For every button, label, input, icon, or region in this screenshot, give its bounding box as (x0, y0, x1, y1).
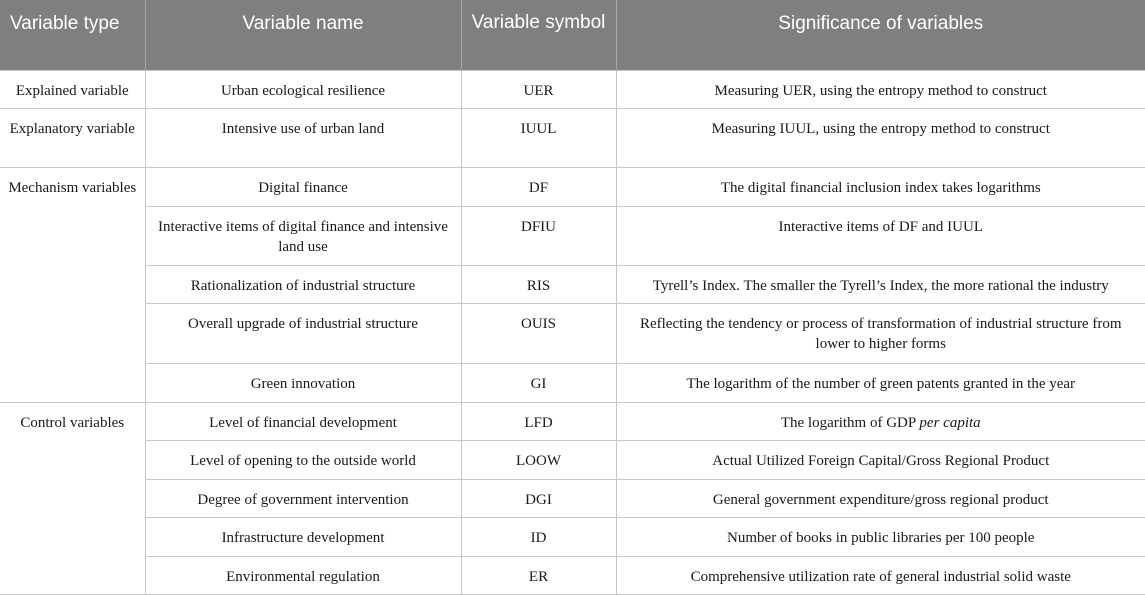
table-row (0, 402, 1145, 441)
variable-name-cell: Rationalization of industrial structure (145, 265, 461, 304)
variable-symbol-cell: DF (461, 168, 616, 207)
variable-symbol-cell: UER (461, 70, 616, 109)
significance-cell: Measuring IUUL, using the entropy method to construct (616, 109, 1145, 168)
variable-name-cell: Overall upgrade of industrial structure (145, 304, 461, 364)
significance-italic-text: per capita (919, 414, 981, 431)
variable-name-cell: Intensive use of urban land (145, 109, 461, 168)
group-explained: Explained variable (0, 70, 145, 109)
variable-name-cell: Green innovation (145, 364, 461, 403)
variable-symbol-cell: DGI (461, 479, 616, 518)
group-mechanism: Mechanism variables (0, 168, 145, 403)
variable-name-cell: Digital finance (145, 168, 461, 207)
variable-symbol-cell: ER (461, 556, 616, 595)
variable-symbol-cell: GI (461, 364, 616, 403)
variable-name-cell: Urban ecological resilience (145, 70, 461, 109)
significance-text: The logarithm of GDP (780, 414, 920, 431)
header-significance: Significance of variables (616, 0, 1145, 70)
table-row (0, 479, 1145, 518)
significance-cell: Number of books in public libraries per 100 people (616, 518, 1145, 557)
variable-symbol-cell: LOOW (461, 441, 616, 480)
variable-symbol-cell: DFIU (461, 206, 616, 265)
significance-cell: Interactive items of DF and IUUL (616, 206, 1145, 265)
table-row (0, 109, 1145, 168)
table-row (0, 265, 1145, 304)
group-control: Control variables (0, 402, 145, 595)
significance-cell: Reflecting the tendency or process of transformation of industrial structure from lower to higher forms (616, 304, 1145, 364)
table-row (0, 304, 1145, 364)
table-row (0, 441, 1145, 480)
group-explanatory: Explanatory variable (0, 109, 145, 168)
variable-symbol-cell: OUIS (461, 304, 616, 364)
variable-symbol-cell: IUUL (461, 109, 616, 168)
variable-name-cell: Interactive items of digital finance and intensive land use (145, 206, 461, 265)
significance-cell (616, 402, 1145, 441)
significance-cell: Actual Utilized Foreign Capital/Gross Regional Product (616, 441, 1145, 480)
table-row (0, 518, 1145, 557)
variable-name-cell: Environmental regulation (145, 556, 461, 595)
header-row (0, 0, 1145, 70)
variable-name-cell: Degree of government intervention (145, 479, 461, 518)
table-row (0, 556, 1145, 595)
table-row (0, 168, 1145, 207)
header-variable-symbol: Variable symbol (461, 0, 616, 70)
significance-cell: General government expenditure/gross regional product (616, 479, 1145, 518)
significance-cell: The logarithm of the number of green patents granted in the year (616, 364, 1145, 403)
variable-symbol-cell: ID (461, 518, 616, 557)
variable-name-cell: Level of opening to the outside world (145, 441, 461, 480)
table-row (0, 70, 1145, 109)
variable-name-cell: Level of financial development (145, 402, 461, 441)
significance-cell: Measuring UER, using the entropy method to construct (616, 70, 1145, 109)
header-variable-name: Variable name (145, 0, 461, 70)
significance-cell: The digital financial inclusion index takes logarithms (616, 168, 1145, 207)
variable-symbol-cell: RIS (461, 265, 616, 304)
significance-cell: Comprehensive utilization rate of general industrial solid waste (616, 556, 1145, 595)
table-row (0, 364, 1145, 403)
variable-symbol-cell: LFD (461, 402, 616, 441)
table-row (0, 206, 1145, 265)
header-variable-type: Variable type (0, 0, 145, 70)
variable-name-cell: Infrastructure development (145, 518, 461, 557)
significance-cell: Tyrell’s Index. The smaller the Tyrell’s Index, the more rational the industry (616, 265, 1145, 304)
